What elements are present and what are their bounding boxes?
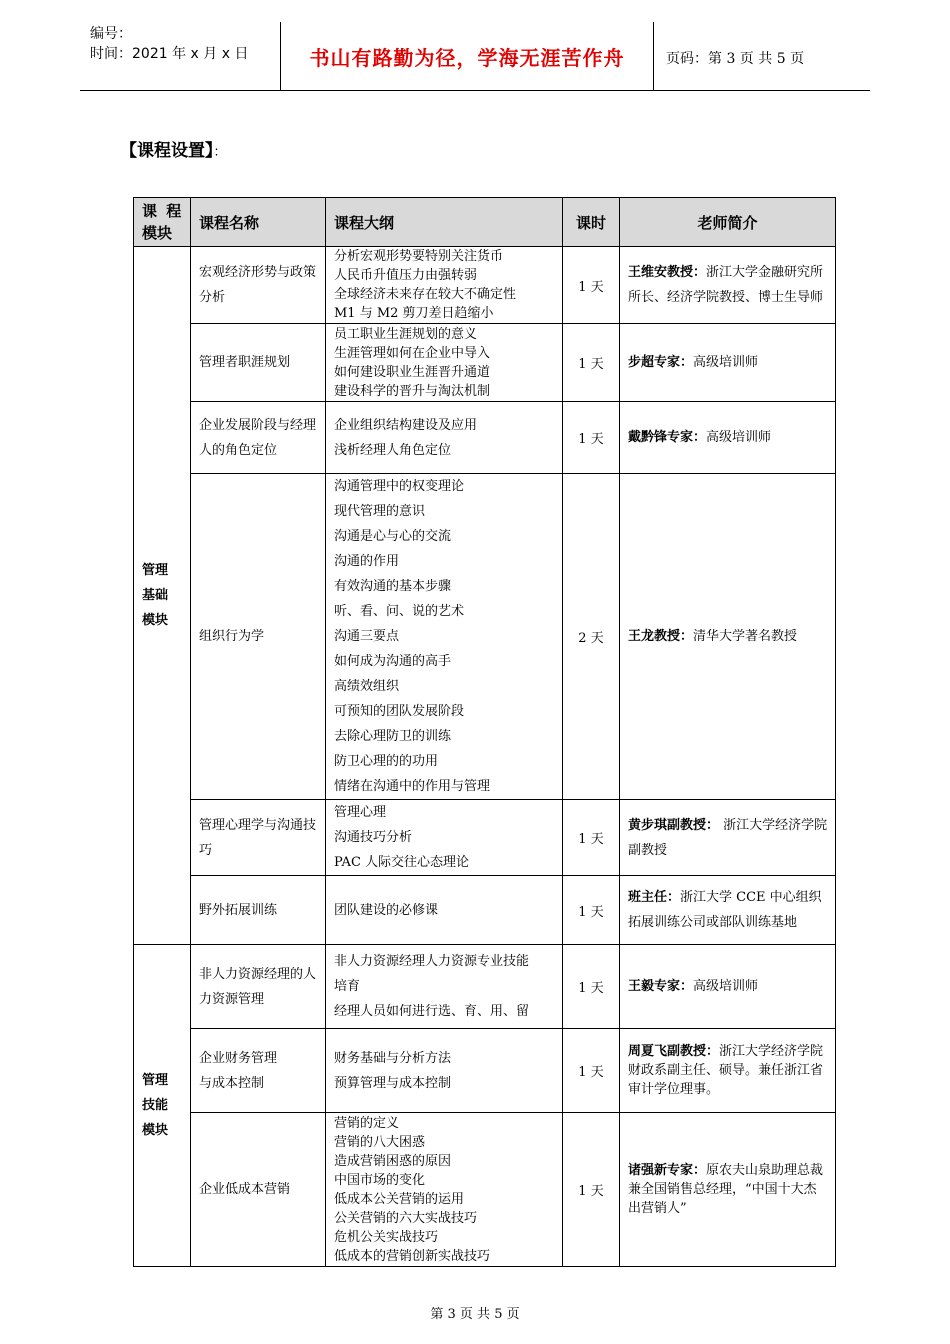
page-header <box>80 22 870 91</box>
outline-item: 预算管理与成本控制 <box>334 1075 452 1091</box>
outline-item: 建设科学的晋升与淘汰机制 <box>334 383 491 399</box>
outline-item: PAC 人际交往心态理论 <box>334 855 470 870</box>
col-header-outline: 课程大纲 <box>326 198 563 247</box>
teacher-info <box>620 402 836 474</box>
course-name: 管理者职涯规划 <box>191 324 326 402</box>
teacher-desc: 浙江大学金融研究所所长、经济学院教授、博士生导师 <box>628 265 824 305</box>
outline-item: 分析宏观形势要特别关注货币 <box>334 249 504 264</box>
header-motto: 书山有路勤为径，学海无涯苦作舟 <box>280 22 654 90</box>
outline-item: 去除心理防卫的训练 <box>334 729 452 744</box>
course-outline <box>326 1029 563 1113</box>
course-hours: 1 天 <box>563 876 620 945</box>
number-label: 编号： <box>90 26 132 42</box>
outline-item: 防卫心理的的功用 <box>334 754 439 769</box>
outline-item: 财务基础与分析方法 <box>334 1050 452 1066</box>
course-name <box>191 1029 326 1113</box>
outline-item: 高绩效组织 <box>334 679 400 694</box>
outline-item: M1 与 M2 剪刀差日趋缩小 <box>334 306 494 321</box>
course-name: 非人力资源经理的人力资源管理 <box>191 945 326 1029</box>
outline-item: 沟通管理中的权变理论 <box>334 479 465 494</box>
course-hours: 2 天 <box>563 474 620 800</box>
course-hours: 1 天 <box>563 402 620 474</box>
outline-item: 营销的定义 <box>334 1115 400 1131</box>
col-header-teacher: 老师简介 <box>620 198 836 247</box>
table-row <box>134 1113 836 1267</box>
teacher-name: 黄步琪副教授： <box>628 817 720 833</box>
teacher-name: 王维安教授： <box>628 265 707 280</box>
teacher-info <box>620 876 836 945</box>
outline-item: 听、看、问、说的艺术 <box>334 604 465 619</box>
teacher-name: 诸强新专家： <box>628 1163 707 1178</box>
outline-item: 企业组织结构建设及应用 <box>334 417 478 433</box>
course-name: 管理心理学与沟通技巧 <box>191 800 326 876</box>
course-outline <box>326 876 563 945</box>
course-outline <box>326 324 563 402</box>
course-hours: 1 天 <box>563 1113 620 1267</box>
course-outline <box>326 402 563 474</box>
header-page-info: 页码：第 3 页 共 5 页 <box>666 51 805 67</box>
teacher-name: 周夏飞副教授： <box>628 1044 720 1059</box>
outline-item: 有效沟通的基本步骤 <box>334 579 452 594</box>
outline-item: 生涯管理如何在企业中导入 <box>334 345 491 361</box>
outline-item: 浅析经理人角色定位 <box>334 442 452 458</box>
outline-item: 经理人员如何进行选、育、用、留 <box>334 1004 530 1019</box>
teacher-desc: 原农夫山泉助理总裁兼全国销售总经理，“中国十大杰出营销人” <box>628 1163 824 1216</box>
teacher-name: 步超专家： <box>628 355 694 370</box>
teacher-info <box>620 474 836 800</box>
outline-item: 管理心理 <box>334 805 387 820</box>
teacher-name: 王龙教授： <box>628 629 694 644</box>
course-outline <box>326 1113 563 1267</box>
course-outline <box>326 474 563 800</box>
outline-item: 如何成为沟通的高手 <box>334 654 452 669</box>
course-name-line: 企业财务管理 <box>199 1050 278 1066</box>
teacher-info <box>620 1029 836 1113</box>
outline-item: 公关营销的六大实战技巧 <box>334 1210 478 1226</box>
teacher-desc-extra: 拓展训练公司或部队训练基地 <box>628 915 798 930</box>
outline-item: 造成营销困惑的原因 <box>334 1153 452 1169</box>
teacher-name: 班主任： <box>628 890 681 905</box>
outline-item: 人民币升值压力由强转弱 <box>334 268 478 283</box>
outline-item: 全球经济未来存在较大不确定性 <box>334 287 517 302</box>
outline-item: 沟通的作用 <box>334 554 400 569</box>
outline-item: 培育 <box>334 979 361 994</box>
module-cell-basic: 管理 基础 模块 <box>134 247 191 945</box>
outline-item: 危机公关实战技巧 <box>334 1229 439 1245</box>
section-title-text: 【课程设置】 <box>120 141 214 161</box>
teacher-info <box>620 1113 836 1267</box>
teacher-info <box>620 324 836 402</box>
table-row <box>134 247 836 324</box>
outline-item: 沟通三要点 <box>334 629 400 644</box>
table-row <box>134 800 836 876</box>
outline-item: 沟通是心与心的交流 <box>334 529 452 544</box>
course-name: 野外拓展训练 <box>191 876 326 945</box>
outline-item: 情绪在沟通中的作用与管理 <box>334 779 491 794</box>
col-header-hours: 课时 <box>563 198 620 247</box>
table-row <box>134 1029 836 1113</box>
teacher-desc: 浙江大学经济学院副教授 <box>628 817 828 858</box>
course-outline <box>326 945 563 1029</box>
header-meta <box>90 24 280 64</box>
teacher-info <box>620 247 836 324</box>
teacher-desc: 高级培训师 <box>706 430 772 445</box>
course-outline <box>326 247 563 324</box>
course-hours: 1 天 <box>563 324 620 402</box>
table-row <box>134 402 836 474</box>
course-name: 企业发展阶段与经理人的角色定位 <box>191 402 326 474</box>
outline-item: 低成本的营销创新实战技巧 <box>334 1248 491 1264</box>
outline-item: 可预知的团队发展阶段 <box>334 704 465 719</box>
outline-item: 如何建设职业生涯晋升通道 <box>334 364 491 380</box>
outline-item: 团队建设的必修课 <box>334 902 439 918</box>
outline-item: 中国市场的变化 <box>334 1172 426 1188</box>
table-row <box>134 474 836 800</box>
course-hours: 1 天 <box>563 1029 620 1113</box>
teacher-desc: 浙江大学 CCE 中心组织 <box>680 890 822 905</box>
outline-item: 现代管理的意识 <box>334 504 426 519</box>
module-cell-skill: 管理 技能 模块 <box>134 945 191 1267</box>
table-row <box>134 945 836 1029</box>
col-header-module: 课 程 模块 <box>134 198 191 247</box>
outline-item: 沟通技巧分析 <box>334 830 413 845</box>
course-hours: 1 天 <box>563 945 620 1029</box>
section-title-colon: ： <box>213 145 227 160</box>
table-row <box>134 876 836 945</box>
course-name: 组织行为学 <box>191 474 326 800</box>
outline-item: 低成本公关营销的运用 <box>334 1191 465 1207</box>
table-row <box>134 324 836 402</box>
teacher-info <box>620 800 836 876</box>
table-header-row <box>134 198 836 247</box>
teacher-desc: 浙江大学经济学院财政系副主任、硕导。兼任浙江省审计学位理事。 <box>628 1044 824 1097</box>
course-hours: 1 天 <box>563 247 620 324</box>
teacher-name: 戴黔锋专家： <box>628 430 707 445</box>
teacher-desc: 高级培训师 <box>693 355 759 370</box>
course-name: 企业低成本营销 <box>191 1113 326 1267</box>
teacher-desc: 高级培训师 <box>693 979 759 994</box>
teacher-desc: 清华大学著名教授 <box>693 629 798 644</box>
outline-item: 员工职业生涯规划的意义 <box>334 326 478 342</box>
course-outline <box>326 800 563 876</box>
outline-item: 营销的八大困惑 <box>334 1134 426 1150</box>
page-footer: 第 3 页 共 5 页 <box>430 1307 520 1322</box>
col-header-name: 课程名称 <box>191 198 326 247</box>
outline-item: 非人力资源经理人力资源专业技能 <box>334 954 530 969</box>
teacher-info <box>620 945 836 1029</box>
section-title <box>120 136 227 161</box>
time-label: 时间：2021 年 x 月 x 日 <box>90 46 249 62</box>
course-hours: 1 天 <box>563 800 620 876</box>
course-name: 宏观经济形势与政策分析 <box>191 247 326 324</box>
course-name-line: 与成本控制 <box>199 1075 265 1091</box>
teacher-name: 王毅专家： <box>628 979 694 994</box>
course-table <box>133 197 836 1267</box>
